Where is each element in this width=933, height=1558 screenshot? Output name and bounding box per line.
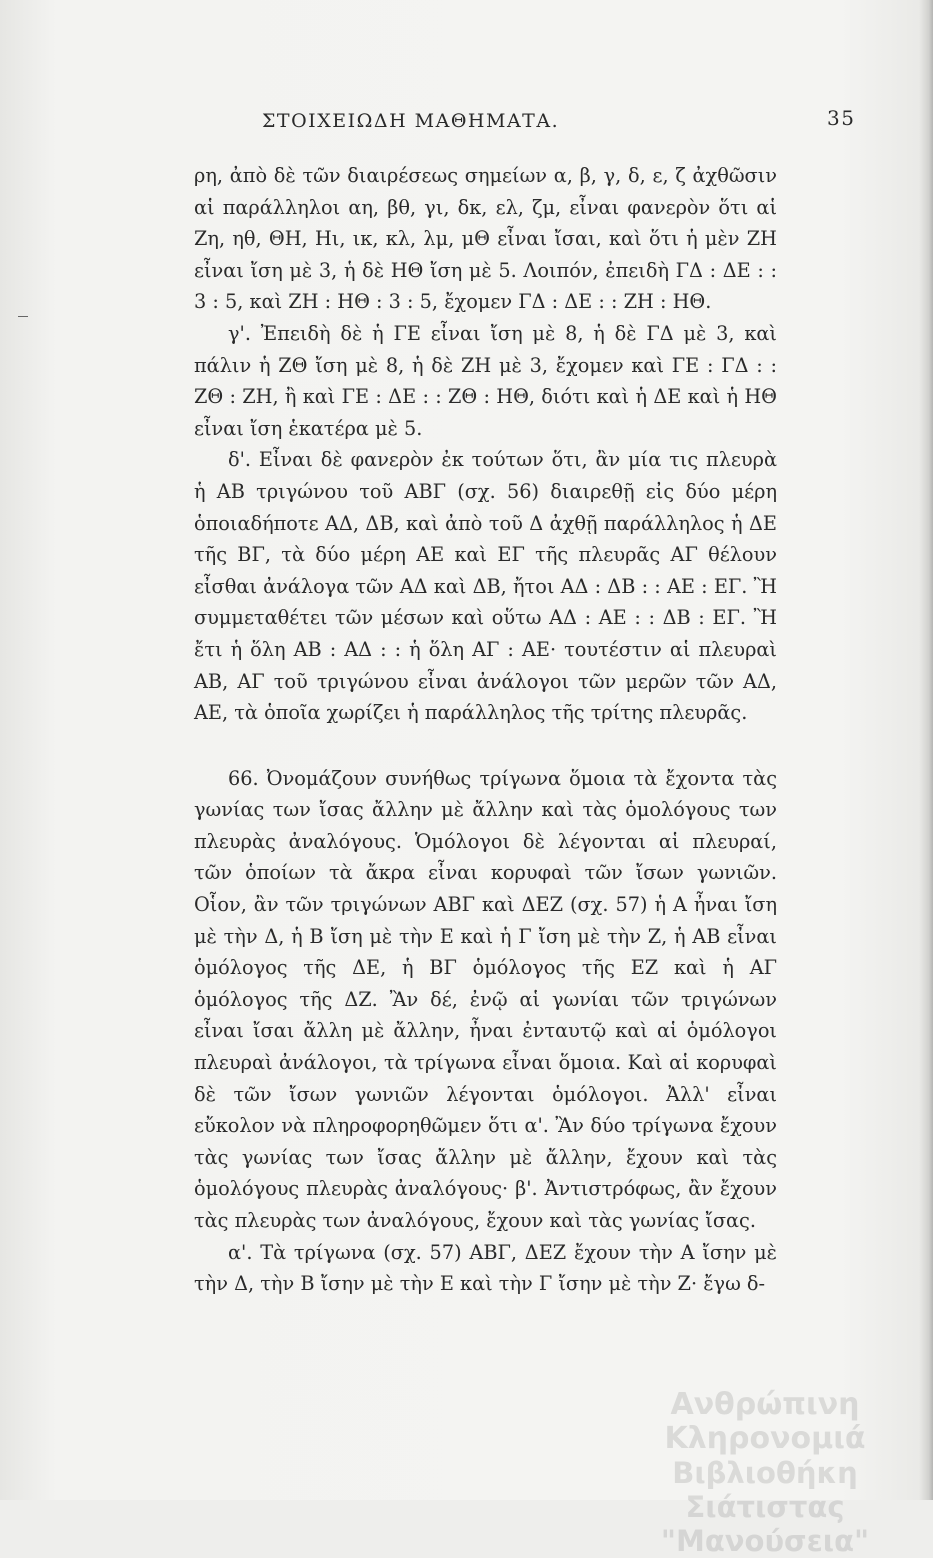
paragraph-gamma: γ'. Ἐπειδὴ δὲ ἡ ΓΕ εἶναι ἴση μὲ 8, ἡ δὲ ΓΔ μὲ 3, καὶ πάλιν ἡ ΖΘ ἴση μὲ 8, ἡ δὲ ΖΗ μὲ 3, ἔχομεν καὶ ΓΕ : ΓΔ : : ΖΘ : ΖΗ, ἢ καὶ ΓΕ : ΔΕ : : ΖΘ : ΗΘ, διότι καὶ ἡ ΔΕ καὶ ἡ ΗΘ εἶναι ἴση ἑκατέρα μὲ 5. bbox=[194, 321, 777, 440]
page-number: 35 bbox=[827, 106, 856, 130]
paragraph-delta: δ'. Εἶναι δὲ φανερὸν ἐκ τούτων ὅτι, ἂν μία τις πλευρὰ ἡ ΑΒ τριγώνου τοῦ ΑΒΓ (σχ. 56) διαιρεθῇ εἰς δύο μέρη ὁποιαδήποτε ΑΔ, ΔΒ, καὶ ἀπὸ τοῦ Δ ἀχθῇ παράλληλος ἡ ΔΕ τῆς ΒΓ, τὰ δύο μέρη ΑΕ καὶ ΕΓ τῆς πλευρᾶς ΑΓ θέλουν εἶσθαι ἀνάλογα τῶν ΑΔ καὶ ΔΒ, ἤτοι ΑΔ : ΔΒ : : ΑΕ : ΕΓ. Ἢ συμμεταθέτει τῶν μέσων καὶ οὕτω ΑΔ : ΑΕ : : ΔΒ : ΕΓ. Ἢ ἔτι ἡ ὅλη ΑΒ : ΑΔ : : ἡ ὅλη ΑΓ : ΑΕ· τουτέστιν αἱ πλευραὶ ΑΒ, ΑΓ τοῦ τριγώνου εἶναι ἀνάλογοι τῶν μερῶν τῶν ΑΔ, ΑΕ, τὰ ὁποῖα χωρίζει ἡ παράλληλος τῆς τρίτης πλευρᾶς. bbox=[194, 448, 777, 725]
section-gap bbox=[194, 729, 777, 763]
paragraph-66: 66. Ὀνομάζουν συνήθως τρίγωνα ὅμοια τὰ ἔχοντα τὰς γωνίας των ἴσας ἄλλην μὲ ἄλλην καὶ τὰς ὁμολόγους των πλευρὰς ἀναλόγους. Ὁμόλογοι δὲ λέγονται αἱ πλευραί, τῶν ὁποίων τὰ ἄκρα εἶναι κορυφαὶ τῶν ἴσων γωνιῶν. Οἷον, ἂν τῶν τριγώνων ΑΒΓ καὶ ΔΕΖ (σχ. 57) ἡ Α ἦναι ἴση μὲ τὴν Δ, ἡ Β ἴση μὲ τὴν Ε καὶ ἡ Γ ἴση μὲ τὴν Ζ, ἡ ΑΒ εἶναι ὁμόλογος τῆς ΔΕ, ἡ ΒΓ ὁμόλογος τῆς ΕΖ καὶ ἡ ΑΓ ὁμόλογος τῆς ΔΖ. Ἂν δέ, ἐνῷ αἱ γωνίαι τῶν τριγώνων εἶναι ἴσαι ἄλλη μὲ ἄλλην, ἦναι ἐνταυτῷ καὶ αἱ ὁμόλογοι πλευραὶ ἀνάλογοι, τὰ τρίγωνα εἶναι ὅμοια. Καὶ αἱ κορυφαὶ δὲ τῶν ἴσων γωνιῶν λέγονται ὁμόλογοι. Ἀλλ' εἶναι εὔκολον νὰ πληροφορηθῶμεν ὅτι α'. Ἂν δύο τρίγωνα ἔχουν τὰς γωνίας των ἴσας ἄλλην μὲ ἄλλην, ἔχουν καὶ τὰς ὁμολόγους πλευρὰς ἀναλόγους· β'. Ἀντιστρόφως, ἂν ἔχουν τὰς πλευρὰς των ἀναλόγους, ἔχουν καὶ τὰς γωνίας ἴσας. bbox=[194, 766, 777, 1232]
running-title: ΣΤΟΙΧΕΙΩΔΗ ΜΑΘΗΜΑΤΑ. bbox=[262, 110, 560, 132]
margin-mark bbox=[18, 316, 28, 317]
watermark-line-2: Βιβλιοθήκη Σιάτιστας "Μανούσεια" bbox=[660, 1456, 870, 1558]
watermark-line-1: Ανθρώπινη Κληρονομιά bbox=[664, 1387, 866, 1456]
library-watermark bbox=[600, 1388, 930, 1558]
paragraph-alpha: α'. Τὰ τρίγωνα (σχ. 57) ΑΒΓ, ΔΕΖ ἔχουν τὴν Α ἴσην μὲ τὴν Δ, τὴν Β ἴσην μὲ τὴν Ε καὶ τὴν Γ ἴσην μὲ τὴν Ζ· ἔγω δ- bbox=[194, 1240, 777, 1296]
page-body bbox=[194, 160, 777, 1300]
page-edge-shadow bbox=[919, 0, 933, 1500]
paragraph-continuation: ρη, ἀπὸ δὲ τῶν διαιρέσεως σημείων α, β, γ, δ, ε, ζ ἀχθῶσιν αἱ παράλληλοι αη, βθ, γι, δκ, ελ, ζμ, εἶναι φανερὸν ὅτι αἱ Ζη, ηθ, ΘΗ, Ηι, ικ, κλ, λμ, μΘ εἶναι ἴσαι, καὶ ὅτι ἡ μὲν ΖΗ εἶναι ἴση μὲ 3, ἡ δὲ ΗΘ ἴση μὲ 5. Λοιπόν, ἐπειδὴ ΓΔ : ΔΕ : : 3 : 5, καὶ ΖΗ : ΗΘ : 3 : 5, ἔχομεν ΓΔ : ΔΕ : : ΖΗ : ΗΘ. bbox=[194, 164, 777, 314]
running-header bbox=[0, 106, 933, 136]
